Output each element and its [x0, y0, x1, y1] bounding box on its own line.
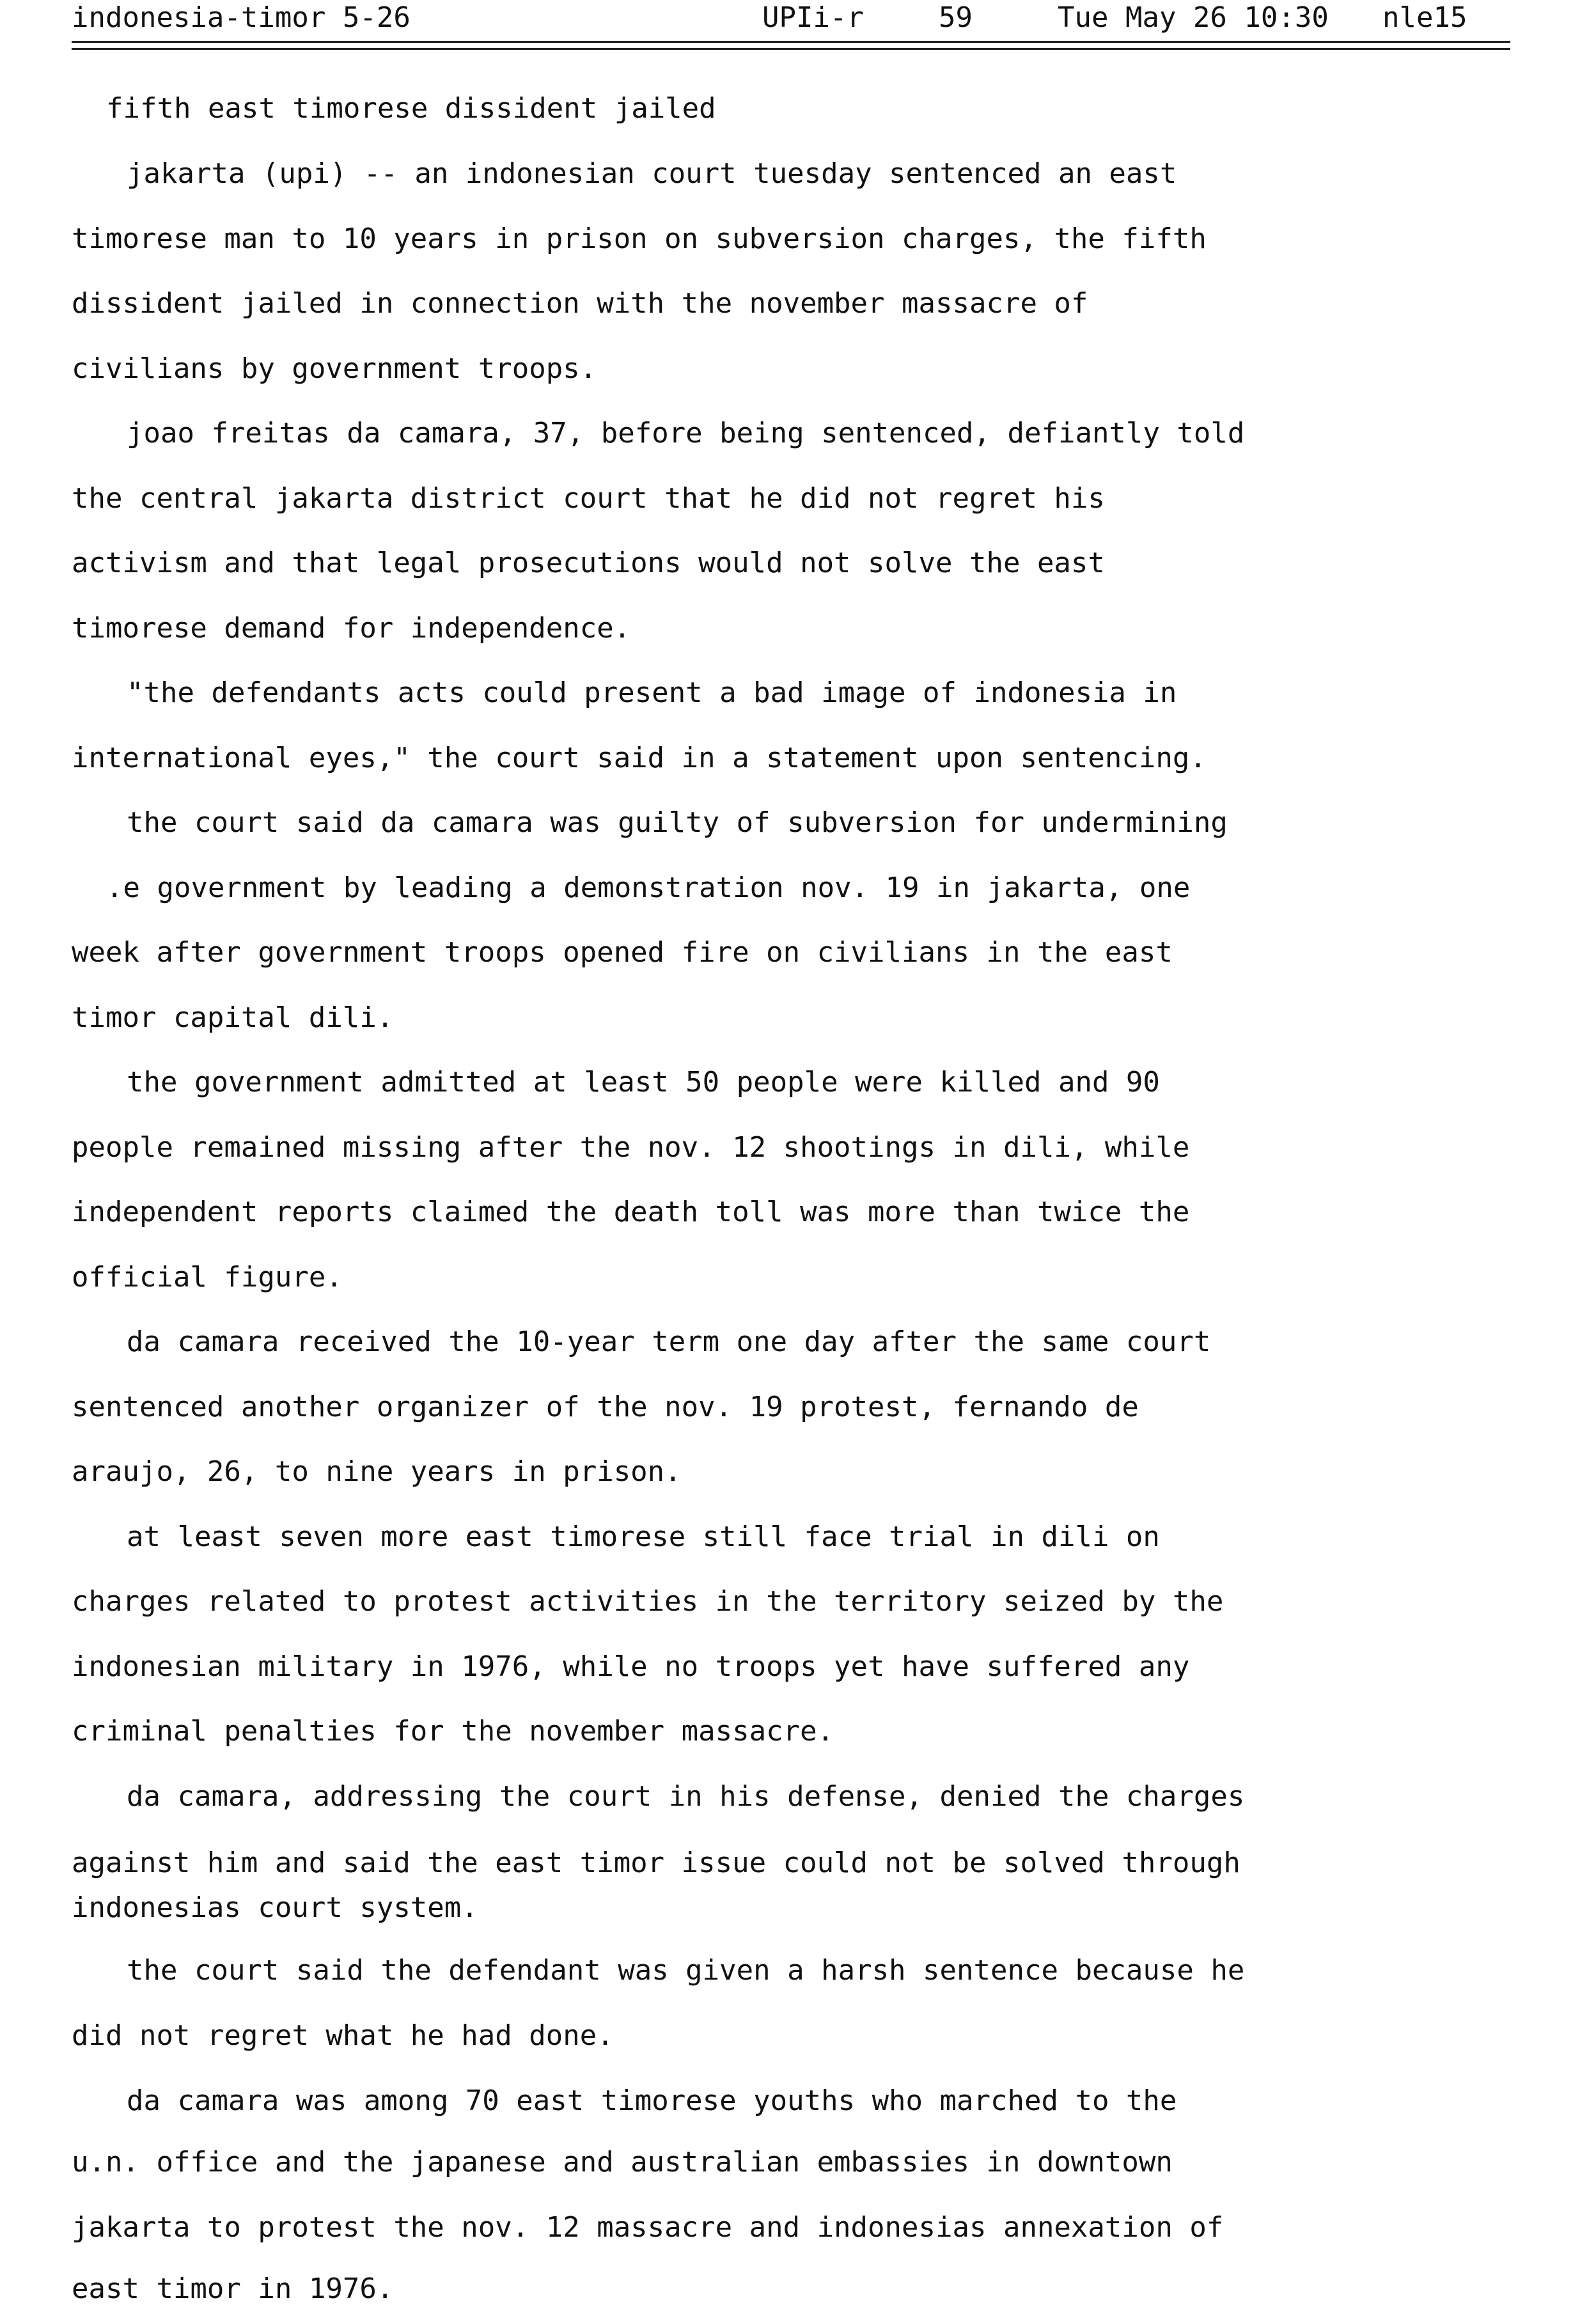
- body-line: araujo, 26, to nine years in prison.: [72, 1455, 682, 1488]
- body-line: da camara received the 10-year term one day after the same court: [127, 1326, 1211, 1358]
- body-line: sentenced another organizer of the nov. 19 protest, fernando de: [72, 1391, 1139, 1423]
- body-line: "the defendants acts could present a bad image of indonesia in: [127, 676, 1177, 709]
- body-line: criminal penalties for the november massacre.: [72, 1715, 834, 1748]
- body-line: east timor in 1976.: [72, 2272, 394, 2305]
- body-line: against him and said the east timor issue could not be solved through: [72, 1847, 1240, 1879]
- body-line: charges related to protest activities in the territory seized by the: [72, 1585, 1224, 1618]
- body-line: the court said the defendant was given a harsh sentence because he: [127, 1954, 1245, 1987]
- body-line: week after government troops opened fire on civilians in the east: [72, 936, 1173, 969]
- body-line: people remained missing after the nov. 12 shootings in dili, while: [72, 1131, 1190, 1164]
- body-line: dissident jailed in connection with the november massacre of: [72, 287, 1088, 320]
- story-number: 59: [939, 1, 973, 34]
- body-line: da camara, addressing the court in his defense, denied the charges: [127, 1780, 1245, 1813]
- body-line: activism and that legal prosecutions would not solve the east: [72, 547, 1105, 579]
- body-line: timorese demand for independence.: [72, 612, 631, 645]
- body-line: timorese man to 10 years in prison on subversion charges, the fifth: [72, 223, 1207, 255]
- body-line: official figure.: [72, 1261, 343, 1294]
- header-rule: [72, 41, 1510, 50]
- body-line: da camara was among 70 east timorese youths who marched to the: [127, 2084, 1177, 2117]
- body-line: civilians by government troops.: [72, 352, 597, 385]
- body-line: at least seven more east timorese still face trial in dili on: [127, 1521, 1160, 1553]
- body-line: jakarta (upi) -- an indonesian court tuesday sentenced an east: [127, 157, 1177, 190]
- wire-code: UPIi-r: [762, 1, 864, 34]
- story-slug: indonesia-timor 5-26: [72, 1, 411, 34]
- body-line: did not regret what he had done.: [72, 2019, 614, 2052]
- body-line: .e government by leading a demonstration nov. 19 in jakarta, one: [106, 872, 1191, 904]
- body-line: international eyes," the court said in a statement upon sentencing.: [72, 742, 1207, 774]
- dateline-timestamp: Tue May 26 10:30: [1058, 1, 1329, 34]
- body-line: timor capital dili.: [72, 1001, 394, 1034]
- body-line: indonesias court system.: [72, 1891, 478, 1924]
- body-line: indonesian military in 1976, while no troops yet have suffered any: [72, 1650, 1190, 1683]
- body-line: independent reports claimed the death toll was more than twice the: [72, 1196, 1190, 1228]
- headline: fifth east timorese dissident jailed: [106, 92, 716, 125]
- body-line: the central jakarta district court that he did not regret his: [72, 482, 1105, 515]
- body-line: jakarta to protest the nov. 12 massacre and indonesias annexation of: [72, 2211, 1224, 2244]
- wire-header: [72, 0, 1510, 45]
- body-line: joao freitas da camara, 37, before being sentenced, defiantly told: [127, 417, 1245, 450]
- desk-code: nle15: [1382, 1, 1467, 34]
- body-line: the court said da camara was guilty of subversion for undermining: [127, 806, 1228, 839]
- body-line: the government admitted at least 50 people were killed and 90: [127, 1066, 1160, 1099]
- body-line: u.n. office and the japanese and australian embassies in downtown: [72, 2146, 1173, 2178]
